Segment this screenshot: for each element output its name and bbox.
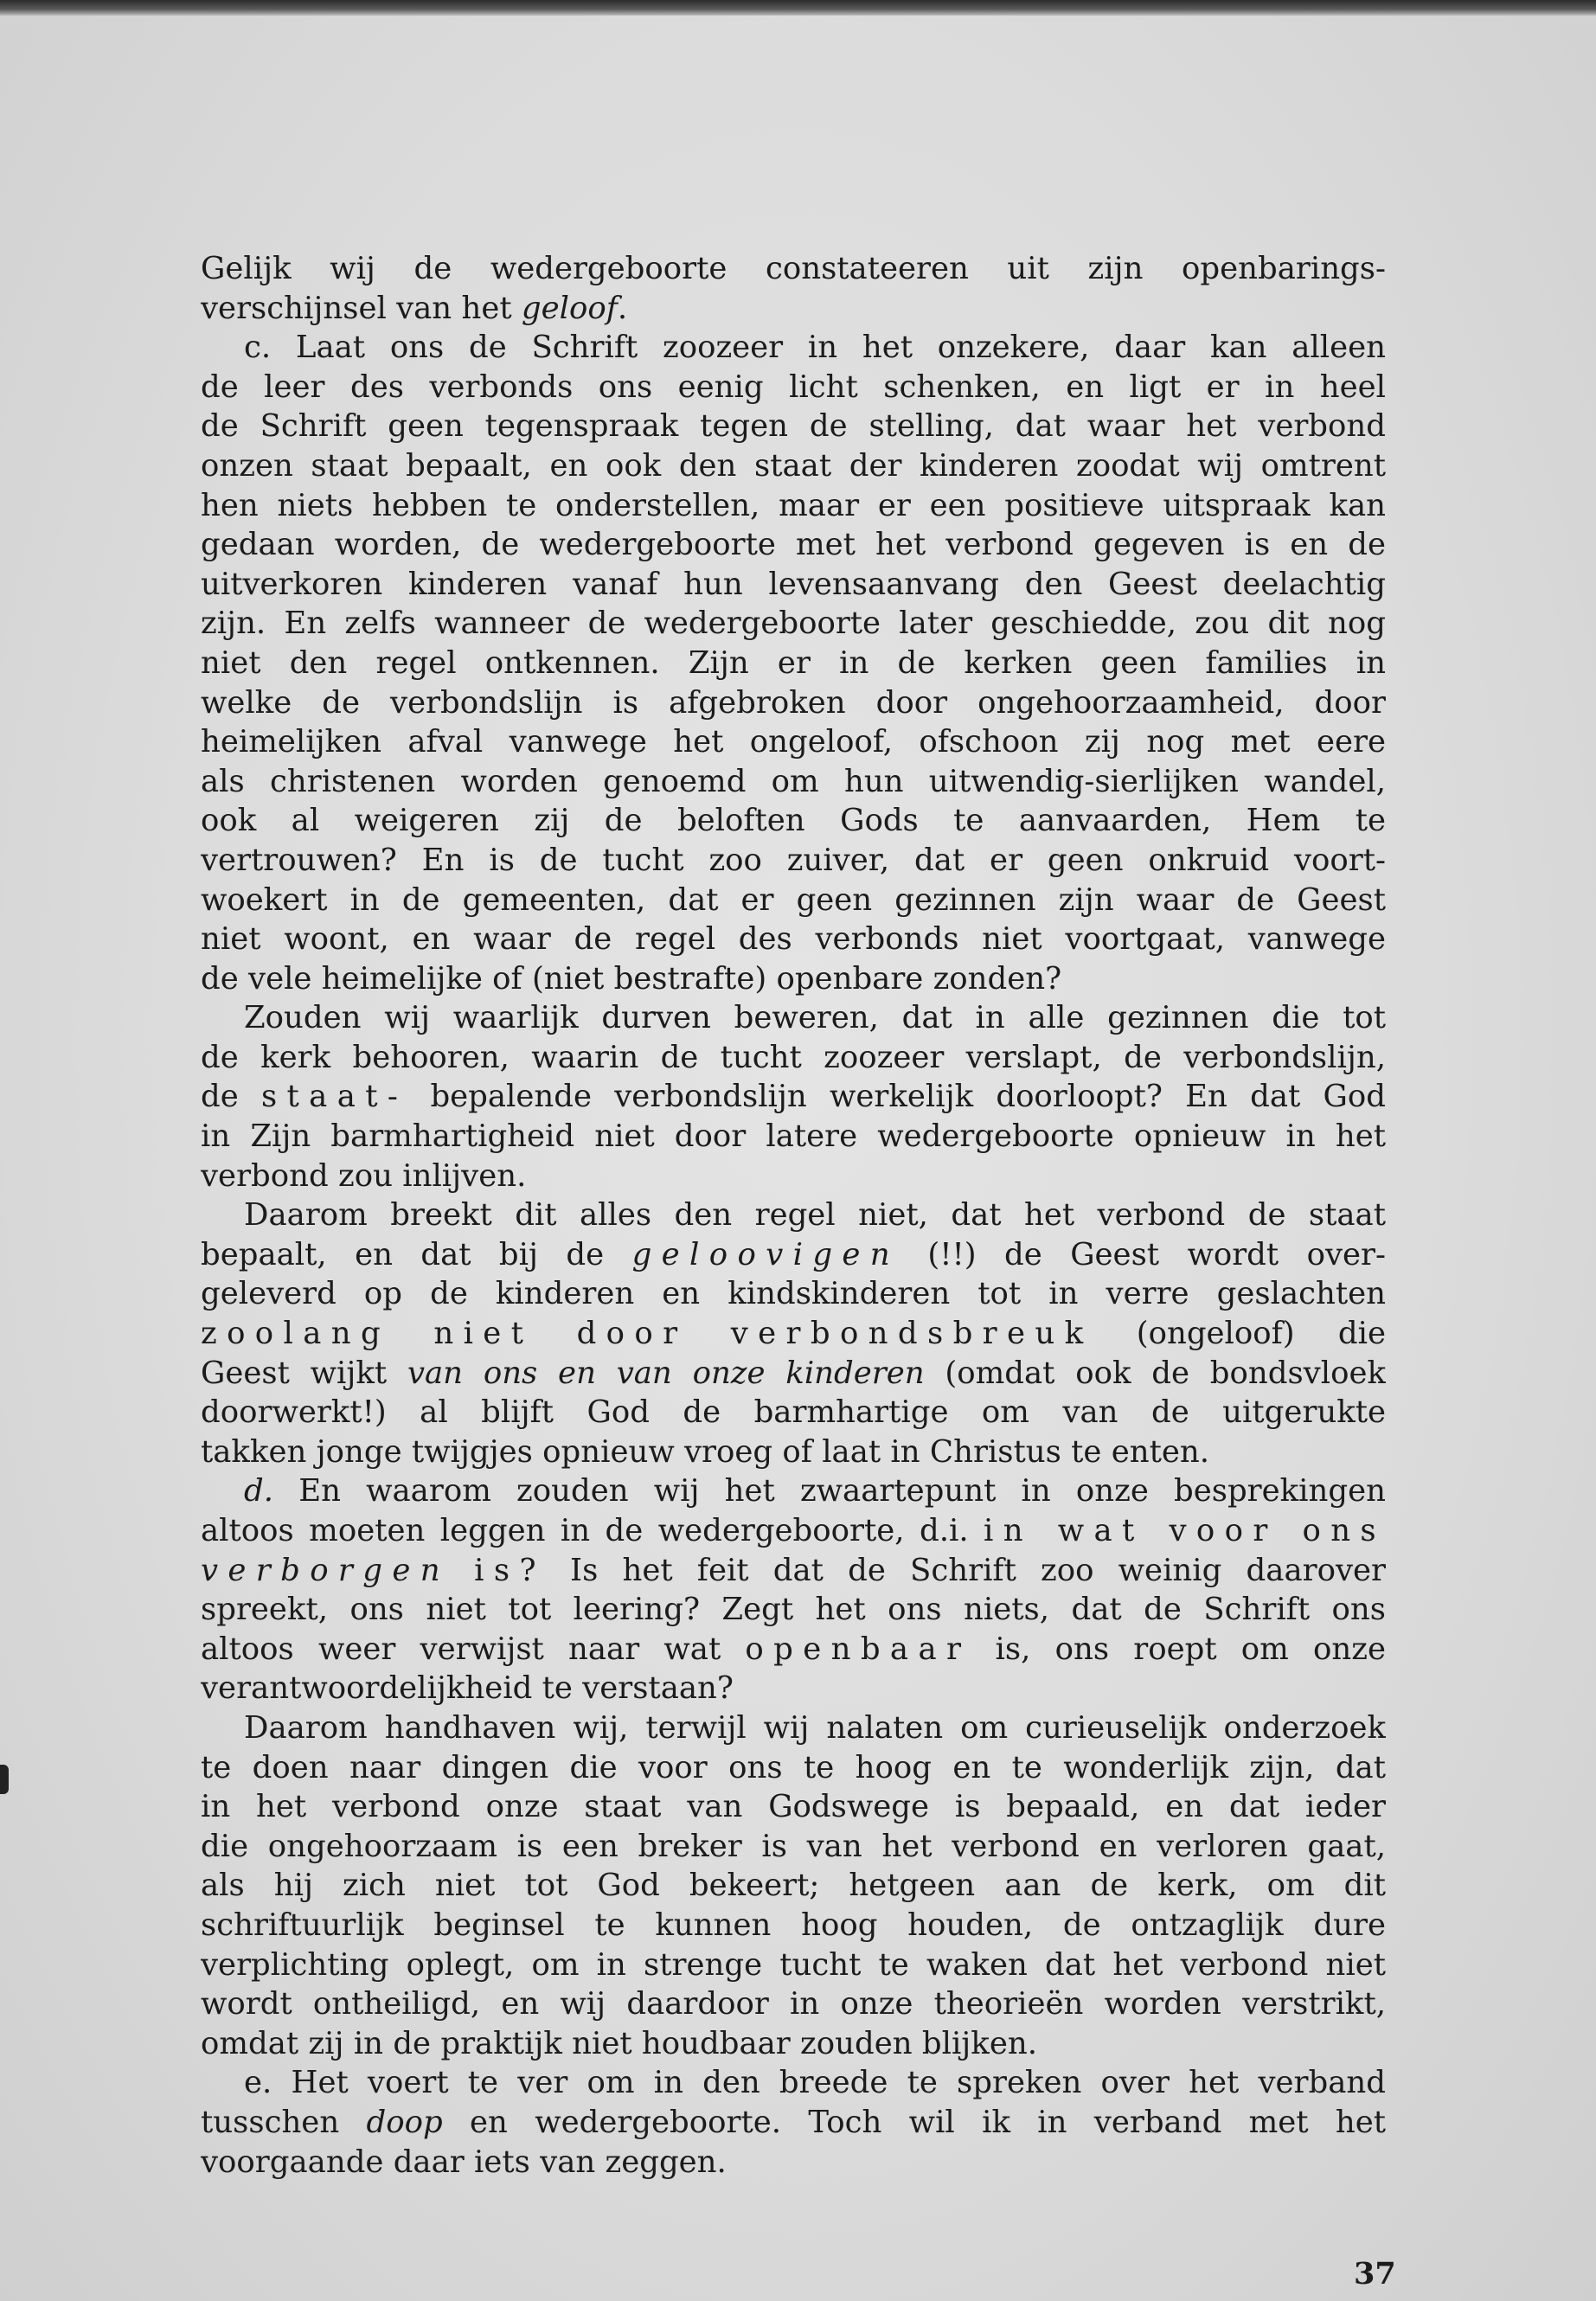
text-line: doorwerkt!) al blijft God de barmhartige om van de uitgerukte: [201, 1394, 1386, 1431]
text-line: schriftuurlijk beginsel te kunnen hoog houden, de ontzaglijk dure: [201, 1907, 1386, 1943]
text-line: verplichting oplegt, om in strenge tucht te waken dat het verbond niet: [201, 1946, 1386, 1983]
text-line: in Zijn barmhartigheid niet door latere wedergeboorte opnieuw in het: [201, 1118, 1386, 1155]
text-line: de staat- bepalende verbondslijn werkelijk doorloopt? En dat God: [201, 1079, 1386, 1115]
text-line: altoos weer verwijst naar wat openbaar is, ons roept om onze: [201, 1631, 1386, 1667]
text-line: Zouden wij waarlijk durven beweren, dat in alle gezinnen die tot: [244, 1000, 1386, 1036]
text-line: verantwoordelijkheid te verstaan?: [201, 1670, 734, 1707]
text-line: voorgaande daar iets van zeggen.: [201, 2144, 727, 2180]
text-line: de kerk behooren, waarin de tucht zoozeer verslapt, de verbondslijn,: [201, 1039, 1386, 1075]
text-line: verborgen is? Is het feit dat de Schrift zoo weinig daarover: [201, 1552, 1386, 1588]
text-line: omdat zij in de praktijk niet houdbaar zouden blijken.: [201, 2025, 1037, 2061]
text-line: uitverkoren kinderen vanaf hun levensaanvang den Geest deelachtig: [201, 566, 1386, 602]
text-line: de vele heimelijke of (niet bestrafte) openbare zonden?: [201, 960, 1062, 997]
text-line: de leer des verbonds ons eenig licht schenken, en ligt er in heel: [201, 369, 1386, 405]
text-line: bepaalt, en dat bij de geloovigen (!!) de Geest wordt over-: [201, 1236, 1386, 1272]
text-line: de Schrift geen tegenspraak tegen de stelling, dat waar het verbond: [201, 408, 1386, 445]
text-line: spreekt, ons niet tot leering? Zegt het ons niets, dat de Schrift ons: [201, 1592, 1386, 1628]
text-line: geleverd op de kinderen en kindskinderen tot in verre geslachten: [201, 1276, 1386, 1312]
text-line: niet woont, en waar de regel des verbonds niet voortgaat, vanwege: [201, 921, 1386, 958]
text-line: hen niets hebben te onderstellen, maar er een positieve uitspraak kan: [201, 487, 1386, 523]
text-line: Daarom handhaven wij, terwijl wij nalaten om curieuselijk onderzoek: [244, 1709, 1386, 1746]
text-line: als hij zich niet tot God bekeert; hetgeen aan de kerk, om dit: [201, 1868, 1386, 1904]
text-line: Gelijk wij de wedergeboorte constateeren uit zijn openbarings-: [201, 251, 1386, 286]
text-line: altoos moeten leggen in de wedergeboorte, d.i. in wat voor ons: [201, 1513, 1386, 1548]
text-line: die ongehoorzaam is een breker is van het verbond en verloren gaat,: [201, 1828, 1386, 1864]
text-line: Daarom breekt dit alles den regel niet, dat het verbond de staat: [244, 1197, 1386, 1234]
text-line: niet den regel ontkennen. Zijn er in de kerken geen families in: [201, 644, 1386, 681]
text-line: verbond zou inlijven.: [201, 1157, 527, 1194]
text-line: te doen naar dingen die voor ons te hoog en te wonderlijk zijn, dat: [201, 1749, 1386, 1785]
text-line: ook al weigeren zij de beloften Gods te aanvaarden, Hem te: [201, 803, 1386, 839]
text-line: woekert in de gemeenten, dat er geen gezinnen zijn waar de Geest: [201, 881, 1386, 918]
scan-binding-mark: [0, 1765, 9, 1794]
text-line: d. En waarom zouden wij het zwaartepunt in onze besprekingen: [244, 1473, 1386, 1509]
text-line: heimelijken afval vanwege het ongeloof, ofschoon zij nog met eere: [201, 724, 1386, 760]
text-line: c. Laat ons de Schrift zoozeer in het onzekere, daar kan alleen: [244, 330, 1386, 366]
item-label-d: d.: [244, 1473, 274, 1509]
text-line: als christenen worden genoemd om hun uitwendig-sierlijken wandel,: [201, 763, 1386, 799]
page-number: 37: [1354, 2256, 1396, 2291]
text-line: gedaan worden, de wedergeboorte met het verbond gegeven is en de: [201, 527, 1386, 563]
text-line: e. Het voert te ver om in den breede te spreken over het verband: [244, 2065, 1386, 2101]
text-line: Geest wijkt van ons en van onze kinderen (omdat ook de bondsvloek: [201, 1355, 1386, 1391]
scan-top-edge: [0, 0, 1596, 16]
text-line: tusschen doop en wedergeboorte. Toch wil ik in verband met het: [201, 2104, 1386, 2140]
text-line: verschijnsel van het geloof.: [201, 290, 628, 326]
text-line: vertrouwen? En is de tucht zoo zuiver, dat er geen onkruid voort-: [201, 842, 1386, 878]
text-line: takken jonge twijgjes opnieuw vroeg of laat in Christus te enten.: [201, 1433, 1209, 1470]
text-line: onzen staat bepaalt, en ook den staat der kinderen zoodat wij omtrent: [201, 447, 1386, 484]
text-line: zoolang niet door verbondsbreuk (ongeloof) die: [201, 1316, 1386, 1352]
body-text: [201, 249, 1386, 2182]
text-line: in het verbond onze staat van Godswege is bepaald, en dat ieder: [201, 1789, 1386, 1825]
text-line: welke de verbondslijn is afgebroken door ongehoorzaamheid, door: [201, 684, 1386, 721]
text-line: wordt ontheiligd, en wij daardoor in onze theorieën worden verstrikt,: [201, 1986, 1386, 2022]
text-line: zijn. En zelfs wanneer de wedergeboorte later geschiedde, zou dit nog: [201, 606, 1386, 642]
